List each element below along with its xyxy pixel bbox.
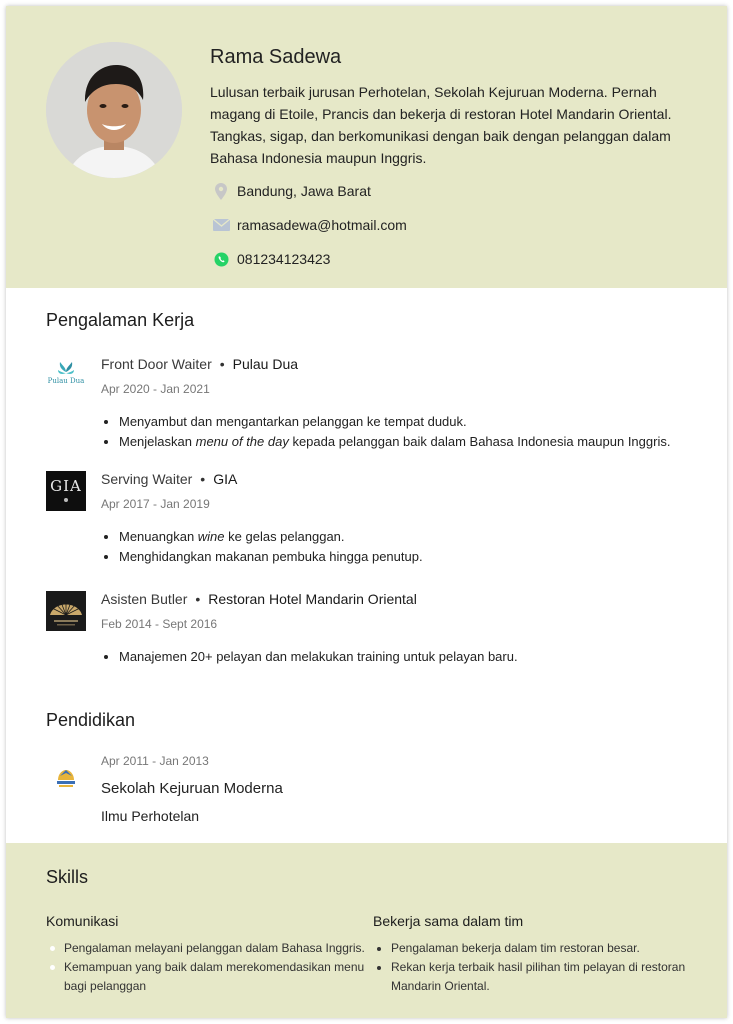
skill-group-title: Komunikasi — [46, 913, 119, 929]
contact-phone[interactable] — [212, 250, 330, 268]
skill-item: • Pengalaman bekerja dalam tim restoran besar. — [391, 939, 693, 958]
job-bullets — [119, 527, 719, 567]
education-item — [46, 752, 706, 832]
skill-item: Kemampuan yang baik dalam merekomendasikan menu bagi pelanggan — [64, 958, 366, 996]
job-bullet: • Menyambut dan mengantarkan pelanggan ke tempat duduk. — [119, 412, 719, 432]
gia-logo-text: GIA — [50, 477, 82, 495]
job-dates: Apr 2020 - Jan 2021 — [101, 382, 210, 396]
job-dates: Apr 2017 - Jan 2019 — [101, 497, 210, 511]
job-bullet: • Manajemen 20+ pelayan dan melakukan training untuk pelayan baru. — [119, 647, 719, 667]
job-role-line: Front Door Waiter • Pulau Dua — [101, 356, 299, 372]
skill-list — [46, 939, 366, 996]
job-item — [46, 591, 706, 671]
job-dates: Feb 2014 - Sept 2016 — [101, 617, 218, 631]
profile-name: Rama Sadewa — [210, 46, 342, 68]
job-bullet: • Menghidangkan makanan pembuka hingga penutup. — [119, 547, 719, 567]
job-company: GIA — [213, 471, 238, 487]
contact-location — [212, 182, 371, 200]
education-section-title: Pendidikan — [46, 710, 136, 730]
job-bullet: • Menjelaskan menu of the day kepada pelanggan baik dalam Bahasa Indonesia maupun Inggris. — [119, 432, 719, 452]
experience-section-title: Pengalaman Kerja — [46, 310, 195, 330]
job-bullets — [119, 647, 719, 667]
skill-item: Pengalaman melayani pelanggan dalam Bahasa Inggris. — [64, 939, 366, 958]
job-bullet: • Menuangkan wine ke gelas pelanggan. — [119, 527, 719, 547]
skill-group — [46, 913, 366, 996]
mandarin-oriental-logo — [46, 591, 86, 631]
job-company: Restoran Hotel Mandarin Oriental — [208, 591, 417, 607]
whatsapp-icon — [212, 250, 230, 268]
skill-item: • Rekan kerja terbaik hasil pilihan tim pelayan di restoran Mandarin Oriental. — [391, 958, 693, 996]
skill-group-title: Bekerja sama dalam tim — [373, 913, 524, 929]
school-logo — [46, 758, 86, 798]
location-pin-icon — [212, 182, 230, 200]
job-company: Pulau Dua — [232, 356, 299, 372]
school-name: Sekolah Kejuruan Moderna — [101, 780, 283, 797]
skills-section — [6, 843, 727, 1018]
gia-logo — [46, 471, 86, 511]
skills-section-title: Skills — [46, 867, 89, 887]
job-item — [46, 356, 706, 456]
profile-header — [6, 6, 727, 288]
pulau-dua-logo — [46, 356, 86, 396]
education-dates: Apr 2011 - Jan 2013 — [101, 754, 209, 768]
school-major: Ilmu Perhotelan — [101, 808, 200, 824]
job-item — [46, 471, 706, 571]
job-title: Front Door Waiter — [101, 356, 212, 372]
job-title: Asisten Butler — [101, 591, 188, 607]
profile-summary: Lulusan terbaik jurusan Perhotelan, Sekolah Kejuruan Moderna. Pernah magang di Etoile, Prancis dan bekerja di restoran Hotel Mandarin Oriental. Tangkas, sigap, dan berkomunikasi dengan baik dengan pelanggan dalam Bahasa Indonesia maupun Inggris. — [210, 84, 672, 166]
pulau-dua-logo-text: Pulau Dua — [47, 377, 85, 385]
location-text: Bandung, Jawa Barat — [237, 183, 371, 199]
resume-page — [6, 6, 727, 1018]
job-role-line: Asisten Butler • Restoran Hotel Mandarin Oriental — [101, 591, 417, 607]
avatar — [46, 42, 182, 178]
job-role-line: Serving Waiter • GIA — [101, 471, 238, 487]
job-title: Serving Waiter — [101, 471, 193, 487]
skill-list — [373, 939, 693, 996]
email-text[interactable]: ramasadewa@hotmail.com — [237, 217, 407, 233]
phone-text[interactable]: 081234123423 — [237, 251, 331, 267]
contact-email[interactable] — [212, 216, 407, 234]
mail-icon — [212, 216, 230, 234]
skill-group — [373, 913, 693, 996]
job-bullets — [119, 412, 719, 452]
